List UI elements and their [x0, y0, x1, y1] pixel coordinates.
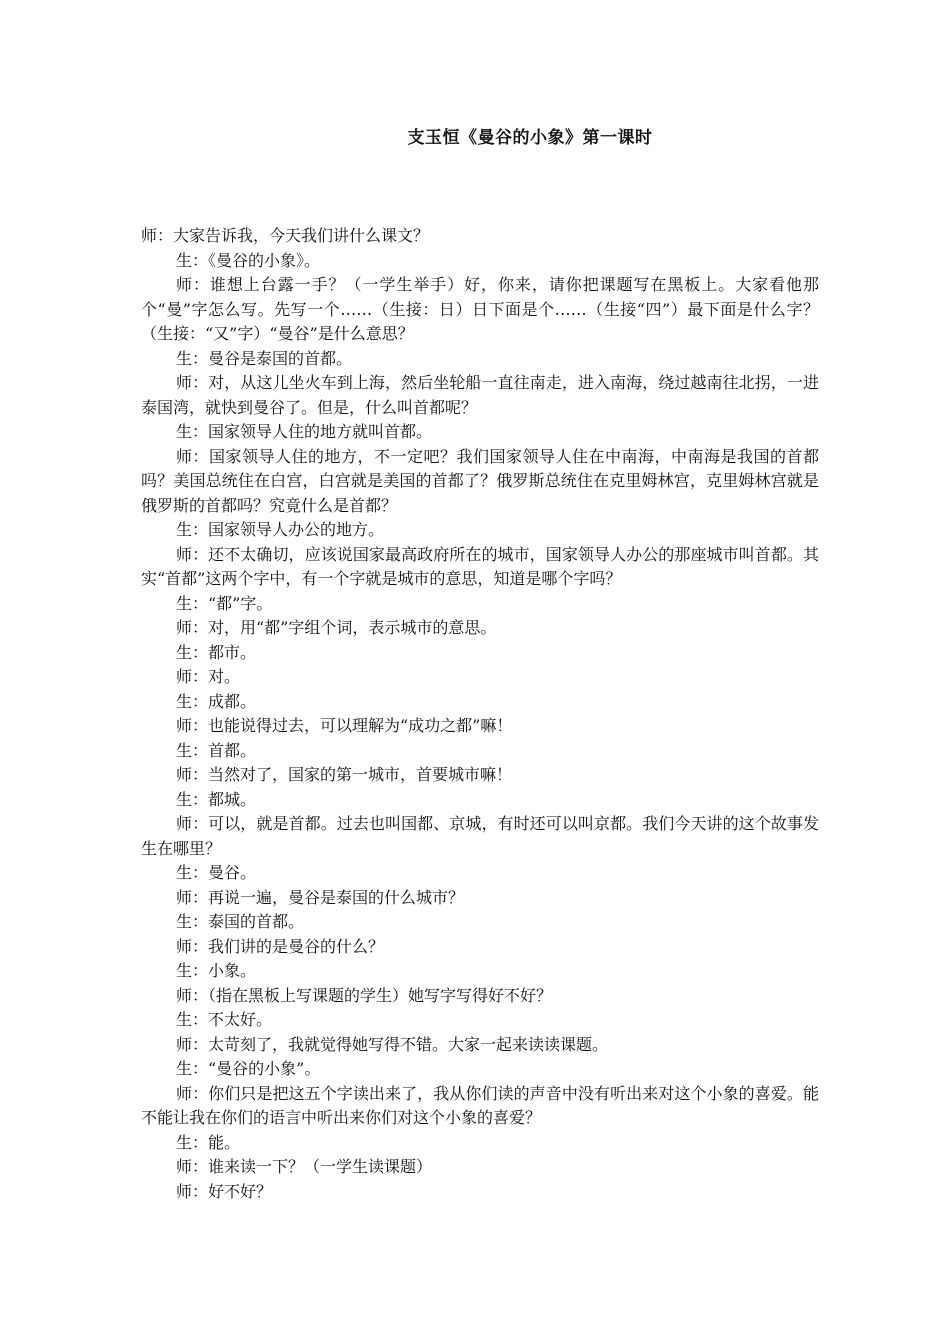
dialogue-line: 师：可以，就是首都。过去也叫国都、京城，有时还可以叫京都。我们今天讲的这个故事发生在哪里？ — [141, 814, 819, 858]
dialogue-line: 师：你们只是把这五个字读出来了，我从你们读的声音中没有听出来对这个小象的喜爱。能不能让我在你们的语言中听出来你们对这个小象的喜爱？ — [141, 1083, 819, 1127]
dialogue-line: 生：国家领导人住的地方就叫首都。 — [176, 422, 433, 441]
dialogue-line: 生：能。 — [176, 1132, 241, 1152]
document-title: 支玉恒《曼谷的小象》第一课时 — [407, 128, 653, 148]
dialogue-line: 师：还不太确切，应该说国家最高政府所在的城市，国家领导人办公的那座城市叫首都。其实“首都”这两个字中，有一个字就是城市的意思，知道是哪个字吗？ — [141, 544, 819, 588]
dialogue-line: 生：成都。 — [176, 691, 257, 711]
dialogue-line: 生：《曼谷的小象》。 — [176, 250, 321, 270]
dialogue-line: 师：对，从这儿坐火车到上海，然后坐轮船一直往南走，进入南海，绕过越南往北拐，一进泰国湾，就快到曼谷了。但是，什么叫首都呢？ — [141, 373, 819, 417]
dialogue-line: 师：大家告诉我，今天我们讲什么课文？ — [141, 226, 430, 245]
dialogue-line: 师：对，用“都”字组个词，表示城市的意思。 — [176, 618, 497, 637]
dialogue-line: 师：对。 — [176, 667, 241, 686]
dialogue-line: 师：再说一遍，曼谷是泰国的什么城市？ — [176, 887, 465, 907]
dialogue-line: 师：太苛刻了，我就觉得她写得不错。大家一起来读读课题。 — [176, 1034, 609, 1054]
dialogue-line: 师：谁来读一下？（一学生读课题） — [176, 1157, 433, 1176]
dialogue-line: 师：（指在黑板上写课题的学生）她写字写得好不好？ — [176, 985, 553, 1005]
document-body — [141, 224, 819, 1204]
dialogue-line: 师：也能说得过去，可以理解为“成功之都”嘛！ — [176, 716, 513, 735]
dialogue-line: 师：我们讲的是曼谷的什么？ — [176, 936, 385, 956]
dialogue-line: 师：谁想上台露一手？（一学生举手）好，你来，请你把课题写在黑板上。大家看他那个“曼”字怎么写。先写一个……（生接：日）日下面是个……（生接“四”）最下面是什么字？（生接：“又”字）“曼谷”是什么意思？ — [141, 275, 819, 343]
dialogue-line: 师：好不好？ — [176, 1181, 273, 1201]
dialogue-line: 生：曼谷是泰国的首都。 — [176, 348, 353, 368]
dialogue-line: 生：都城。 — [176, 789, 257, 809]
dialogue-line: 生：小象。 — [176, 961, 257, 980]
dialogue-line: 生：不太好。 — [176, 1010, 273, 1029]
dialogue-line: 生：“都”字。 — [176, 593, 273, 613]
dialogue-line: 师：当然对了，国家的第一城市，首要城市嘛！ — [176, 765, 513, 784]
dialogue-line: 生：“曼谷的小象”。 — [176, 1059, 321, 1078]
dialogue-line: 生：都市。 — [176, 642, 257, 662]
dialogue-line: 生：国家领导人办公的地方。 — [176, 520, 385, 539]
dialogue-line: 师：国家领导人住的地方，不一定吧？我们国家领导人住在中南海，中南海是我国的首都吗？美国总统住在白宫，白宫就是美国的首都了？俄罗斯总统住在克里姆林宫，克里姆林宫就是俄罗斯的首都吗？究竟什么是首都？ — [141, 446, 819, 515]
dialogue-line: 生：曼谷。 — [176, 863, 257, 882]
dialogue-line: 生：首都。 — [176, 740, 257, 760]
dialogue-line: 生：泰国的首都。 — [176, 912, 305, 931]
